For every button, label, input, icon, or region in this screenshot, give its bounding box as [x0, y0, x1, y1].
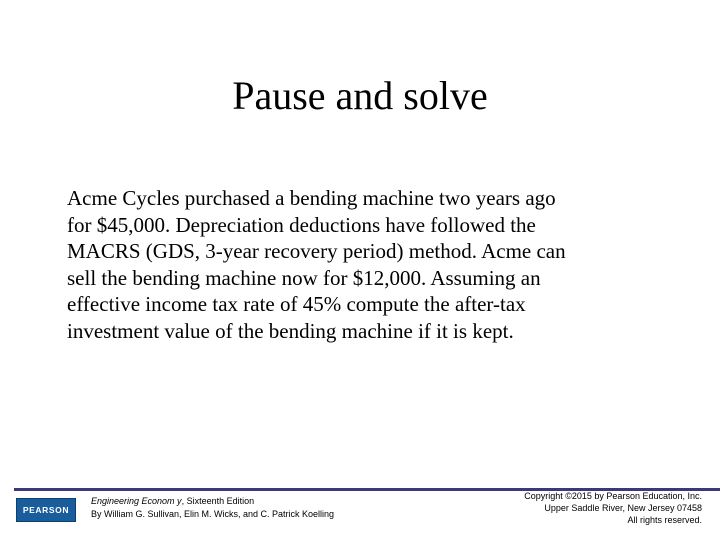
problem-line: MACRS (GDS, 3-year recovery period) method. Acme can: [67, 239, 566, 263]
problem-statement: [67, 185, 667, 344]
copyright-line: Copyright ©2015 by Pearson Education, Inc.: [524, 491, 702, 501]
book-title: Engineering Econom y: [91, 496, 182, 506]
copyright-rights: All rights reserved.: [627, 515, 702, 525]
copyright-notice: [524, 490, 702, 526]
book-authors: By William G. Sullivan, Elin M. Wicks, and C. Patrick Koelling: [91, 509, 335, 519]
problem-line: investment value of the bending machine if it is kept.: [67, 318, 514, 343]
copyright-address: Upper Saddle River, New Jersey 07458: [544, 503, 702, 513]
pearson-logo: PEARSON: [16, 498, 76, 522]
book-edition: , Sixteenth Edition: [181, 496, 255, 506]
problem-line: Acme Cycles purchased a bending machine two years ago: [67, 186, 556, 210]
book-citation: [91, 495, 334, 521]
problem-line: effective income tax rate of 45% compute the after-tax: [67, 292, 526, 316]
slide-title: Pause and solve: [232, 73, 488, 118]
book-title-line: [91, 495, 334, 508]
problem-line: for $45,000. Depreciation deductions have followed the: [67, 212, 536, 237]
problem-line: sell the bending machine now for $12,000. Assuming an: [67, 265, 541, 290]
